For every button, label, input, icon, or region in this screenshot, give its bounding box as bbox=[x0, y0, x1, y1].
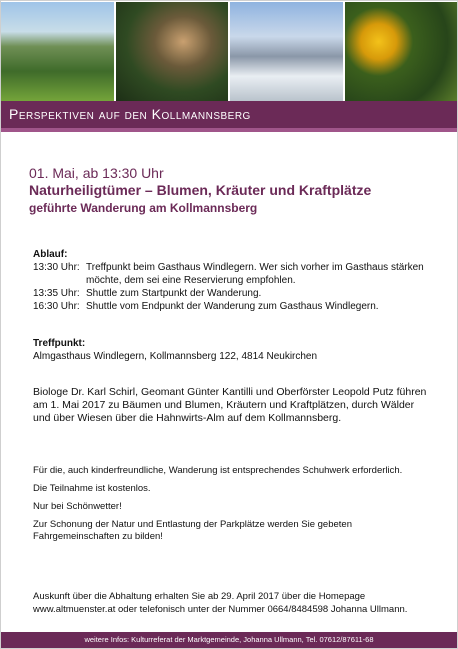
schedule-time: 13:35 Uhr: bbox=[33, 288, 80, 299]
schedule-item bbox=[33, 300, 433, 313]
event-description: Biologe Dr. Karl Schirl, Geomant Günter Kantilli und Oberförster Leopold Putz führen am 1. Mai 2017 zu Bäumen und Blumen, Kräutern und Kraftplätzen, durch Wälder und über Wiesen über die Hahnwirts-Alm auf dem Kollmannsberg. bbox=[33, 386, 427, 424]
note-weather: Nur bei Schönwetter! bbox=[33, 501, 122, 512]
event-subtitle: geführte Wanderung am Kollmannsberg bbox=[29, 201, 258, 215]
meeting-section bbox=[33, 337, 433, 363]
footer-info: weitere Infos: Kulturreferat der Marktgemeinde, Johanna Ullmann, Tel. 07612/87611-68 bbox=[1, 632, 457, 648]
yellow-flowers-face-photo bbox=[345, 2, 458, 101]
meeting-address: Almgasthaus Windlegern, Kollmannsberg 122, 4814 Neukirchen bbox=[33, 351, 318, 362]
header-accent-line bbox=[1, 128, 457, 132]
note-free: Die Teilnahme ist kostenlos. bbox=[33, 483, 151, 494]
schedule-section bbox=[33, 248, 433, 313]
note-footwear: Für die, auch kinderfreundliche, Wanderung ist entsprechendes Schuhwerk erforderlich. bbox=[33, 465, 403, 476]
snowy-mountain-photo bbox=[230, 2, 343, 101]
mountain-meadow-photo bbox=[1, 2, 114, 101]
header-photo-strip bbox=[1, 2, 457, 101]
schedule-item bbox=[33, 261, 433, 287]
schedule-time: 16:30 Uhr: bbox=[33, 301, 80, 312]
schedule-text: Treffpunkt beim Gasthaus Windlegern. Wer sich vorher im Gasthaus stärken möchte, dem sei eine Reservierung empfohlen. bbox=[86, 262, 424, 286]
schedule-item bbox=[33, 287, 433, 300]
note-carpool: Zur Schonung der Natur und Entlastung der Parkplätze werden Sie gebeten Fahrgemeinschaften zu bilden! bbox=[33, 519, 352, 542]
schedule-heading: Ablauf: bbox=[33, 249, 68, 260]
contact-info: Auskunft über die Abhaltung erhalten Sie ab 29. April 2017 über die Homepage www.altmuenster.at oder telefonisch unter der Nummer 0664/8484598 Johanna Ullmann. bbox=[33, 591, 408, 615]
hikers-figures-photo bbox=[116, 2, 229, 101]
notes-section bbox=[33, 465, 433, 549]
event-date: 01. Mai, ab 13:30 Uhr bbox=[29, 165, 164, 181]
header-title: Perspektiven auf den Kollmannsberg bbox=[1, 101, 457, 128]
event-title: Naturheiligtümer – Blumen, Kräuter und Kraftplätze bbox=[29, 182, 372, 198]
schedule-text: Shuttle vom Endpunkt der Wanderung zum Gasthaus Windlegern. bbox=[86, 301, 379, 312]
schedule-text: Shuttle zum Startpunkt der Wanderung. bbox=[86, 288, 262, 299]
meeting-heading: Treffpunkt: bbox=[33, 338, 86, 349]
schedule-time: 13:30 Uhr: bbox=[33, 262, 80, 273]
